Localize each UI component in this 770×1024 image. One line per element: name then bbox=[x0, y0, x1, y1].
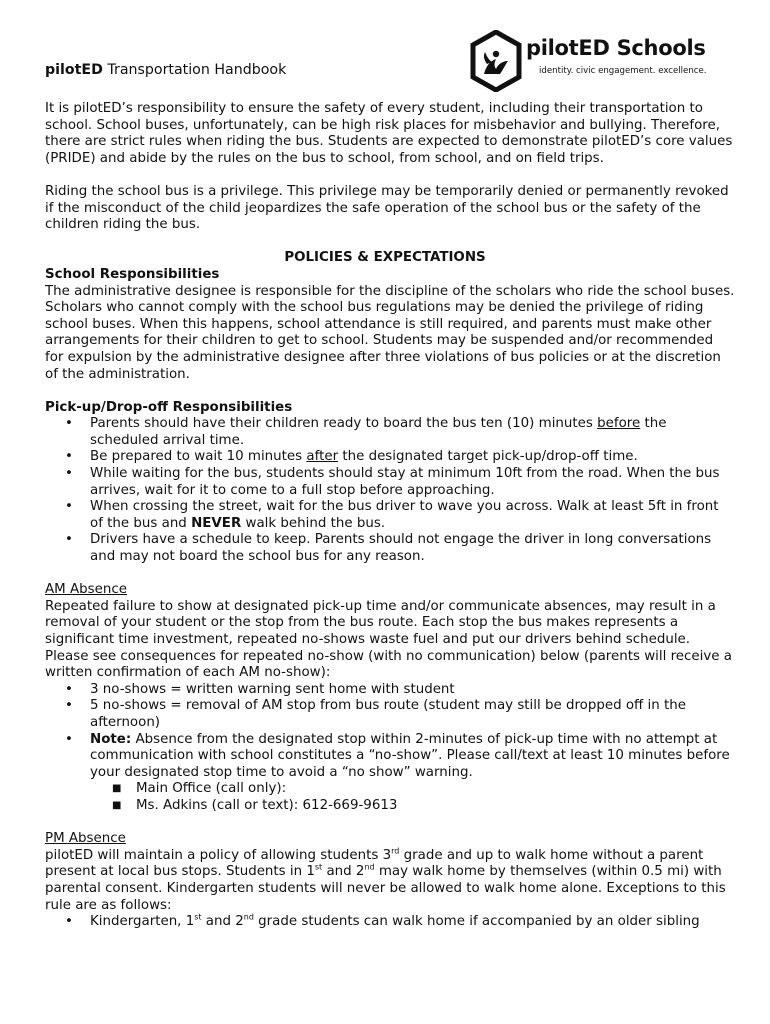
school-responsibilities-body: The administrative designee is responsible for the discipline of the scholars who ride the school buses. Scholars who cannot comply with the school bus regulations may be denied the privilege of riding school buses. When this happens, school attendance is still required, and parents must make other arrangements for their children to get to school. Students may be suspended and/or recommended for expulsion by the administrative designee after three violations of bus policies or at the discretion of the administration. bbox=[45, 283, 735, 382]
list-item: • Parents should have their children ready to board the bus ten (10) minutes before the scheduled arrival time. bbox=[65, 416, 667, 448]
title-text: Transportation Handbook bbox=[102, 62, 287, 78]
list-item: • 5 no-shows = removal of AM stop from bus route (student may still be dropped off in the afternoon) bbox=[65, 698, 686, 730]
list-item: • Note: Absence from the designated stop within 2-minutes of pick-up time with no attempt at communication with school constitutes a “no-show”. Please call/text at least 10 minutes before your designated stop time to avoid a “no show” warning. bbox=[65, 731, 730, 780]
list-item: • While waiting for the bus, students should stay at minimum 10ft from the road. When the bus arrives, wait for it to come to a full stop before approaching. bbox=[65, 466, 720, 498]
school-logo bbox=[470, 30, 707, 92]
contact-list bbox=[45, 781, 735, 814]
school-responsibilities-heading: School Responsibilities bbox=[45, 266, 220, 282]
list-item: ■ Ms. Adkins (call or text): 612-669-9613 bbox=[112, 797, 398, 813]
intro-paragraph-1: It is pilotED’s responsibility to ensure the safety of every student, including their transportation to school. School buses, unfortunately, can be high risk places for misbehavior and bullying. Therefore, there are strict rules when riding the bus. Students are expected to demonstrate pilotED’s core values (PRIDE) and abide by the rules on the bus to school, from school, and on field trips. bbox=[45, 101, 733, 166]
list-item: • When crossing the street, wait for the bus driver to wave you across. Walk at least 5ft in front of the bus and NEVER walk behind the bus. bbox=[65, 499, 719, 531]
pickup-heading: Pick-up/Drop-off Responsibilities bbox=[45, 399, 293, 415]
pm-absence-list bbox=[45, 914, 735, 931]
logo-tagline: identity. civic engagement. excellence. bbox=[539, 66, 707, 76]
document-body bbox=[45, 101, 735, 931]
am-absence-heading: AM Absence bbox=[45, 582, 127, 598]
am-absence-body: Repeated failure to show at designated pick-up time and/or communicate absences, may result in a removal of your student or the stop from the bus route. Each stop the bus makes represents a significant time investment, repeated no-shows waste fuel and put our drivers behind schedule. Please see consequences for repeated no-show (with no communication) below (parents will receive a written confirmation of each AM no-show): bbox=[45, 598, 732, 681]
list-item: • Kindergarten, 1st and 2nd grade students can walk home if accompanied by an older sibling bbox=[65, 912, 700, 930]
title-brand: pilotED bbox=[45, 62, 103, 78]
pm-absence-body: pilotED will maintain a policy of allowing students 3rd grade and up to walk home without a parent present at local bus stops. Students in 1st and 2nd may walk home by themselves (within 0.5 mi) with parental consent. Kindergarten students will never be allowed to walk home alone. Exceptions to this rule are as follows: bbox=[45, 846, 726, 913]
policies-heading: POLICIES & EXPECTATIONS bbox=[284, 250, 486, 266]
am-absence-list bbox=[45, 682, 735, 782]
list-item: • Be prepared to wait 10 minutes after the designated target pick-up/drop-off time. bbox=[65, 449, 638, 465]
list-item: ■ Main Office (call only): bbox=[112, 781, 287, 797]
hexagon-logo-icon bbox=[470, 30, 522, 92]
list-item: • Drivers have a schedule to keep. Parents should not engage the driver in long conversations and may not board the school bus for any reason. bbox=[65, 532, 712, 565]
pm-absence-heading: PM Absence bbox=[45, 831, 126, 847]
pickup-list bbox=[45, 416, 735, 565]
list-item: • 3 no-shows = written warning sent home with student bbox=[65, 681, 455, 697]
logo-name: pilotED Schools bbox=[526, 36, 706, 60]
document-title bbox=[45, 62, 286, 79]
intro-paragraph-2: Riding the school bus is a privilege. This privilege may be temporarily denied or permanently revoked if the misconduct of the child jeopardizes the safe operation of the school bus or the safety of the children riding the bus. bbox=[45, 183, 729, 233]
